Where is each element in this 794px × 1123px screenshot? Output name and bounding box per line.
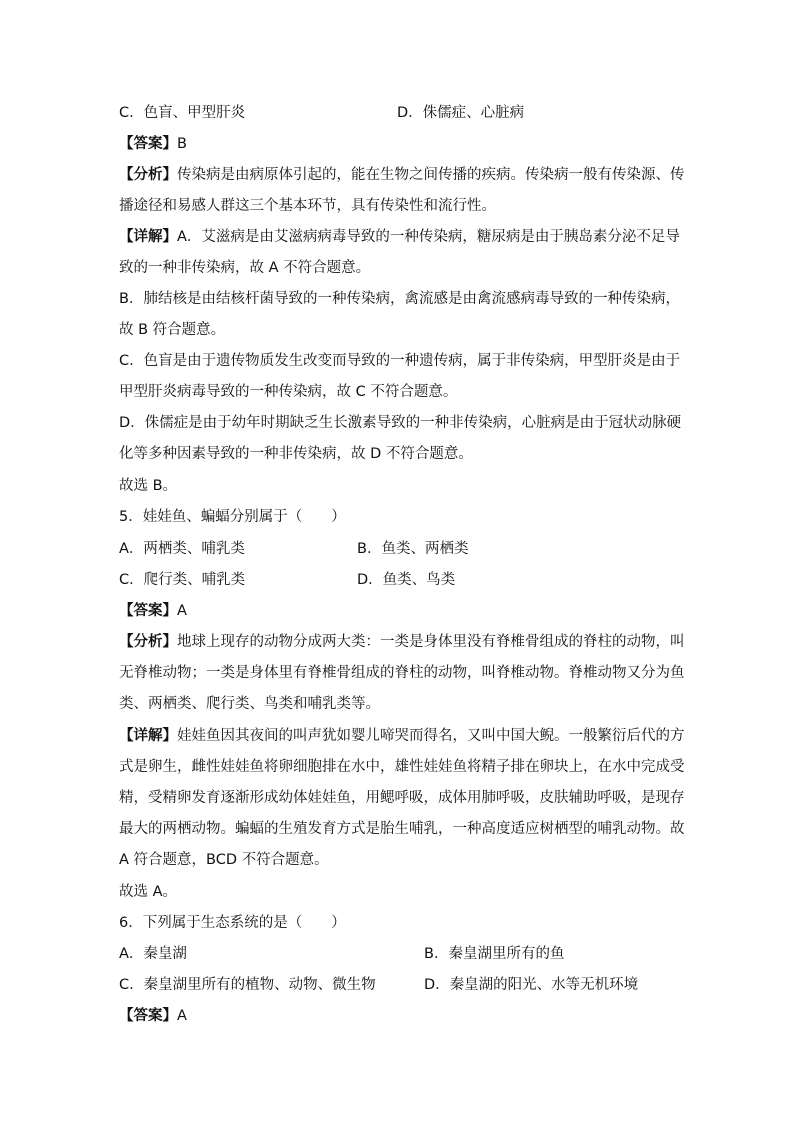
q5-stem: 5．娃娃鱼、蝙蝠分别属于（ ）: [119, 509, 346, 525]
answer-value: A: [177, 1008, 187, 1024]
q4-detail-b-line-2: 故 B 符合题意。: [119, 322, 226, 338]
q5-option-c: C．爬行类、哺乳类: [119, 572, 246, 588]
detail-text: 娃娃鱼因其夜间的叫声犹如婴儿啼哭而得名，又叫中国大鲵。一般繁衍后代的方: [177, 728, 685, 744]
answer-tag: 【答案】: [119, 136, 177, 152]
analysis-tag: 【分析】: [119, 167, 177, 183]
q5-option-a: A．两栖类、哺乳类: [119, 541, 245, 557]
q5-detail-line-3: 精，受精卵发育逐渐形成幼体娃娃鱼，用鳃呼吸，成体用肺呼吸，皮肤辅助呼吸，是现存: [119, 790, 685, 806]
q5-option-d: D．鱼类、鸟类: [357, 572, 456, 588]
q5-conclusion: 故选 A。: [119, 884, 178, 900]
q5-detail-line-2: 式是卵生，雌性娃娃鱼将卵细胞排在水中，雄性娃娃鱼将精子排在卵块上，在水中完成受: [119, 759, 685, 775]
detail-tag: 【详解】: [119, 728, 177, 744]
q5-detail-line-1: [119, 726, 685, 746]
q6-option-a: A．秦皇湖: [119, 946, 187, 962]
q4-analysis-line-2: 播途径和易感人群这三个基本环节，具有传染性和流行性。: [119, 198, 496, 214]
q5-option-b: B．鱼类、两栖类: [357, 541, 469, 557]
q6-stem: 6．下列属于生态系统的是（ ）: [119, 915, 346, 931]
q5-analysis-line-2: 无脊椎动物；一类是身体里有脊椎骨组成的脊柱的动物，叫脊椎动物。脊椎动物又分为鱼: [119, 665, 685, 681]
q4-conclusion: 故选 B。: [119, 478, 178, 494]
detail-tag: 【详解】: [119, 229, 177, 245]
q6-option-d: D．秦皇湖的阳光、水等无机环境: [424, 977, 639, 993]
analysis-tag: 【分析】: [119, 634, 177, 650]
q5-analysis-line-3: 类、两栖类、爬行类、鸟类和哺乳类等。: [119, 696, 380, 712]
detail-text: A．艾滋病是由艾滋病病毒导致的一种传染病，糖尿病是由于胰岛素分泌不足导: [177, 229, 680, 245]
answer-value: B: [177, 136, 187, 152]
q6-option-b: B．秦皇湖里所有的鱼: [424, 946, 565, 962]
q5-answer: [119, 601, 187, 621]
q6-answer: [119, 1006, 187, 1026]
q4-answer: [119, 134, 187, 154]
q4-detail-a-line-1: [119, 227, 680, 247]
q5-analysis-line-1: [119, 632, 685, 652]
q4-detail-d-line-1: D．侏儒症是由于幼年时期缺乏生长激素导致的一种非传染病，心脏病是由于冠状动脉硬: [119, 415, 682, 431]
q6-option-c: C．秦皇湖里所有的植物、动物、微生物: [119, 977, 376, 993]
analysis-text: 传染病是由病原体引起的，能在生物之间传播的疾病。传染病一般有传染源、传: [177, 167, 685, 183]
q4-detail-c-line-1: C．色盲是由于遗传物质发生改变而导致的一种遗传病，属于非传染病，甲型肝炎是由于: [119, 353, 681, 369]
q4-detail-a-line-2: 致的一种非传染病，故 A 不符合题意。: [119, 260, 371, 276]
q4-detail-c-line-2: 甲型肝炎病毒导致的一种传染病，故 C 不符合题意。: [119, 384, 458, 400]
q4-option-c: C．色盲、甲型肝炎: [119, 105, 246, 121]
q4-analysis-line-1: [119, 165, 685, 185]
q4-detail-b-line-1: B．肺结核是由结核杆菌导致的一种传染病，禽流感是由禽流感病毒导致的一种传染病，: [119, 291, 680, 307]
q5-detail-line-5: A 符合题意，BCD 不符合题意。: [119, 852, 329, 868]
answer-tag: 【答案】: [119, 1008, 177, 1024]
analysis-text: 地球上现存的动物分成两大类：一类是身体里没有脊椎骨组成的脊柱的动物，叫: [177, 634, 685, 650]
q4-option-d: D．侏儒症、心脏病: [397, 105, 525, 121]
q5-detail-line-4: 最大的两栖动物。蝙蝠的生殖发育方式是胎生哺乳，一种高度适应树栖型的哺乳动物。故: [119, 821, 685, 837]
answer-value: A: [177, 603, 187, 619]
q4-detail-d-line-2: 化等多种因素导致的一种非传染病，故 D 不符合题意。: [119, 446, 473, 462]
answer-tag: 【答案】: [119, 603, 177, 619]
